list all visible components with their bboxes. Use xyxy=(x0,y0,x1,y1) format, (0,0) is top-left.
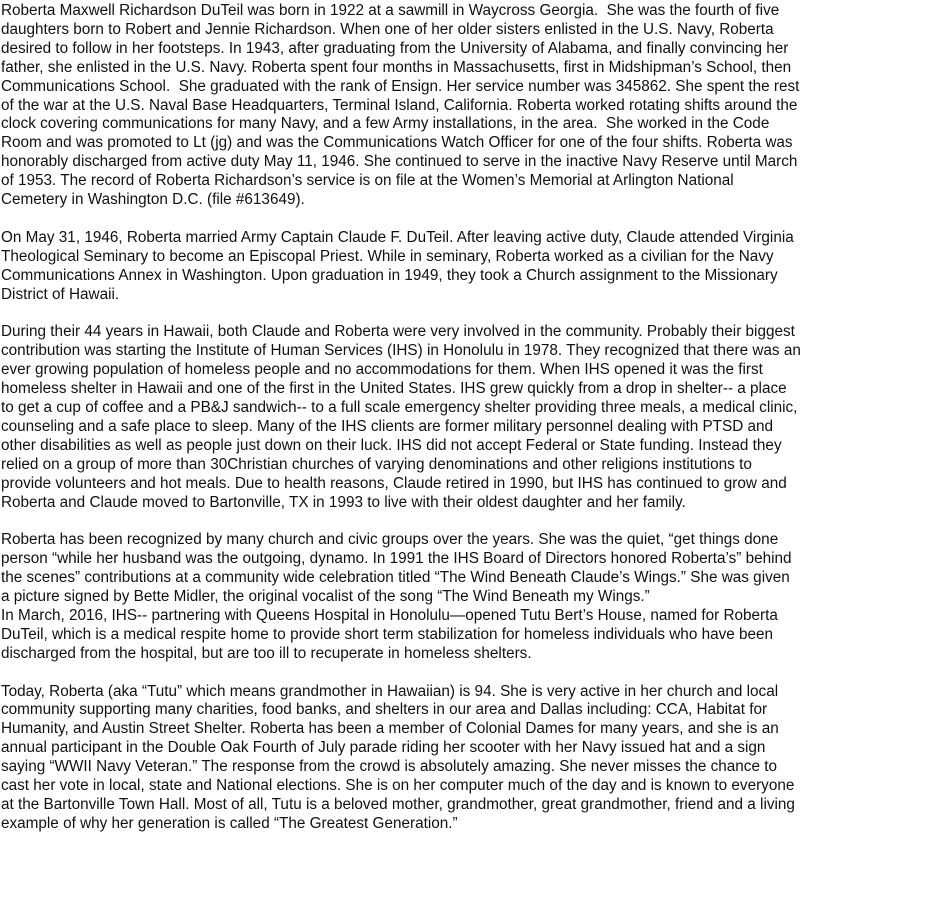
paragraph-recognition xyxy=(1,531,927,663)
text-line: community supporting many charities, food banks, and shelters in our area and Dallas including: CCA, Habitat for xyxy=(1,701,768,719)
text-line: Today, Roberta (aka “Tutu” which means grandmother in Hawaiian) is 94. She is very active in her church and local xyxy=(1,682,779,700)
text-line: Humanity, and Austin Street Shelter. Roberta has been a member of Colonial Dames for many years, and she is an xyxy=(1,720,779,738)
text-line: provide volunteers and hot meals. Due to health reasons, Claude retired in 1990, but IHS has continued to grow and xyxy=(1,474,787,492)
paragraph-marriage xyxy=(1,229,927,305)
text-line: contribution was starting the Institute of Human Services (IHS) in Honolulu in 1978. They recognized that there was an xyxy=(1,342,801,360)
text-line: Roberta has been recognized by many church and civic groups over the years. She was the quiet, “get things done xyxy=(1,531,779,549)
paragraph-gap xyxy=(1,304,927,323)
paragraph-gap xyxy=(1,512,927,531)
text-line: Communications School. She graduated with the rank of Ensign. Her service number was 345862. She spent the rest xyxy=(1,77,800,95)
text-line: saying “WWII Navy Veteran.” The response from the crowd is absolutely amazing. She never misses the chance to xyxy=(1,758,777,776)
text-line: other disabilities as well as people just down on their luck. IHS did not accept Federal or State funding. Instead they xyxy=(1,436,782,454)
text-line: In March, 2016, IHS-- partnering with Queens Hospital in Honolulu—opened Tutu Bert’s House, named for Roberta xyxy=(1,606,778,624)
text-line: ever growing population of homeless people and no accommodations for them. When IHS opened it was the first xyxy=(1,361,763,379)
text-line: Theological Seminary to become an Episcopal Priest. While in seminary, Roberta worked as a civilian for the Navy xyxy=(1,247,774,265)
text-line: father, she enlisted in the U.S. Navy. Roberta spent four months in Massachusetts, first in Midshipman’s School, then xyxy=(1,58,792,76)
text-line: honorably discharged from active duty May 11, 1946. She continued to serve in the inactive Navy Reserve until March xyxy=(1,153,798,171)
text-line: to get a cup of coffee and a PB&J sandwich-- to a full scale emergency shelter providing three meals, a medical clinic, xyxy=(1,399,798,416)
text-line: person “while her husband was the outgoing, dynamo. In 1991 the IHS Board of Directors honored Roberta’s” behind xyxy=(1,550,792,568)
text-line: Roberta Maxwell Richardson DuTeil was born in 1922 at a sawmill in Waycross Georgia. She was the fourth of five xyxy=(1,2,780,19)
text-line: clock covering communications for many Navy, and a few Army installations, in the area. She worked in the Code xyxy=(1,115,770,133)
paragraph-biography-early-life xyxy=(1,2,927,210)
text-line: homeless shelter in Hawaii and one of the first in the United States. IHS grew quickly from a drop in shelter-- a place xyxy=(1,380,787,398)
text-line: at the Bartonville Town Hall. Most of all, Tutu is a beloved mother, grandmother, great grandmother, friend and a living xyxy=(1,796,795,813)
text-line: Cemetery in Washington D.C. (file #613649). xyxy=(1,191,305,209)
text-line: Room and was promoted to Lt (jg) and was the Communications Watch Officer for one of the four shifts. Roberta was xyxy=(1,134,793,152)
text-line: discharged from the hospital, but are too ill to recuperate in homeless shelters. xyxy=(1,644,532,662)
text-line: counseling and a safe place to sleep. Many of the IHS clients are former military personnel dealing with PTSD and xyxy=(1,417,774,435)
text-line: example of why her generation is called “The Greatest Generation.” xyxy=(1,814,458,832)
text-line: Communications Annex in Washington. Upon graduation in 1949, they took a Church assignment to the Missionary xyxy=(1,266,778,284)
text-line: the scenes” contributions at a community wide celebration titled “The Wind Beneath Claude’s Wings.” She was given xyxy=(1,569,790,587)
paragraph-today xyxy=(1,683,927,834)
text-line: cast her vote in local, state and National elections. She is on her computer much of the day and is known to everyone xyxy=(1,777,795,795)
text-line: desired to follow in her footsteps. In 1943, after graduating from the University of Alabama, and finally convincing her xyxy=(1,39,789,57)
text-line: Roberta and Claude moved to Bartonville, TX in 1993 to live with their oldest daughter and her family. xyxy=(1,493,686,511)
text-line: of the war at the U.S. Naval Base Headquarters, Terminal Island, California. Roberta worked rotating shifts around the xyxy=(1,96,798,114)
paragraph-gap xyxy=(1,664,927,683)
text-line: District of Hawaii. xyxy=(1,285,120,303)
text-line: During their 44 years in Hawaii, both Claude and Roberta were very involved in the community. Probably their biggest xyxy=(1,323,795,341)
text-line: of 1953. The record of Roberta Richardson’s service is on file at the Women’s Memorial at Arlington National xyxy=(1,172,734,190)
text-line: relied on a group of more than 30Christian churches of varying denominations and other religions institutions to xyxy=(1,455,752,473)
text-line: daughters born to Robert and Jennie Richardson. When one of her older sisters enlisted in the U.S. Navy, Roberta xyxy=(1,20,774,38)
document-page xyxy=(1,2,927,834)
text-line: DuTeil, which is a medical respite home to provide short term stabilization for homeless individuals who have been xyxy=(1,625,774,643)
paragraph-hawaii-ihs xyxy=(1,323,927,512)
text-line: annual participant in the Double Oak Fourth of July parade riding her scooter with her Navy issued hat and a sign xyxy=(1,739,766,757)
text-line: On May 31, 1946, Roberta married Army Captain Claude F. DuTeil. After leaving active duty, Claude attended Virginia xyxy=(1,228,794,246)
text-line: a picture signed by Bette Midler, the original vocalist of the song “The Wind Beneath my Wings.” xyxy=(1,588,650,606)
paragraph-gap xyxy=(1,210,927,229)
